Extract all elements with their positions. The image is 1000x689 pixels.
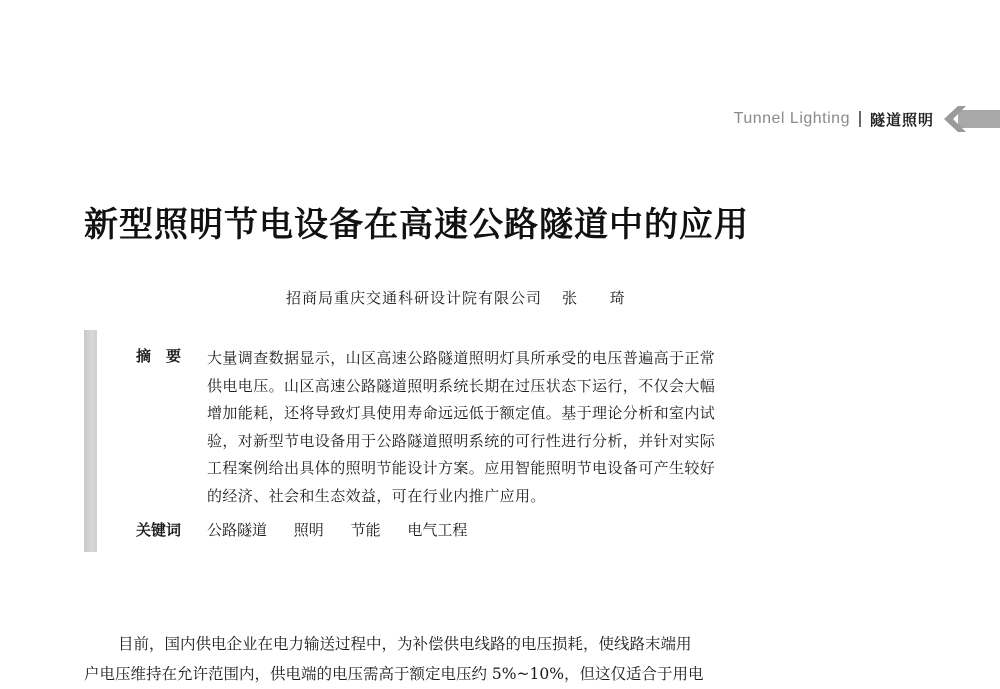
header-divider xyxy=(859,111,861,127)
keyword-item: 电气工程 xyxy=(407,521,468,539)
section-header-english: Tunnel Lighting xyxy=(733,110,850,127)
keywords-list xyxy=(207,519,489,540)
article-title: 新型照明节电设备在高速公路隧道中的应用 xyxy=(84,205,749,245)
section-header-tag xyxy=(734,104,1000,134)
author-affiliation: 招商局重庆交通科研设计院有限公司 xyxy=(286,289,543,307)
body-line: 目前，国内供电企业在电力输送过程中，为补偿供电线路的电压损耗，使线路末端用 xyxy=(118,635,692,653)
abstract-side-bar xyxy=(84,330,97,552)
abstract-line: 大量调查数据显示，山区高速公路隧道照明灯具所承受的电压普遍高于正常 xyxy=(207,349,716,367)
chevron-left-icon xyxy=(944,104,1000,134)
abstract-body xyxy=(207,345,779,510)
author-line xyxy=(286,287,639,308)
body-paragraph xyxy=(84,629,964,689)
keyword-item: 节能 xyxy=(350,521,381,539)
abstract-line: 验，对新型节电设备用于公路隧道照明系统的可行性进行分析，并针对实际 xyxy=(207,431,716,450)
keywords-label: 关键词 xyxy=(136,521,182,539)
abstract-label: 摘要 xyxy=(136,347,197,365)
body-line: 户电压维持在允许范围内，供电端的电压需高于额定电压约 5%~10%，但这仅适合于用电 xyxy=(84,665,704,683)
keyword-item: 照明 xyxy=(293,521,324,539)
abstract-line: 的经济、社会和生态效益，可在行业内推广应用。 xyxy=(207,486,546,505)
abstract-line: 供电电压。山区高速公路隧道照明系统长期在过压状态下运行，不仅会大幅 xyxy=(207,376,716,395)
keyword-item: 公路隧道 xyxy=(207,521,268,539)
author-name: 张 琦 xyxy=(562,289,639,307)
section-header-chinese: 隧道照明 xyxy=(869,110,934,129)
abstract-line: 增加能耗，还将导致灯具使用寿命远远低于额定值。基于理论分析和室内试 xyxy=(207,404,716,422)
abstract-line: 工程案例给出具体的照明节能设计方案。应用智能照明节电设备可产生较好 xyxy=(207,459,716,477)
